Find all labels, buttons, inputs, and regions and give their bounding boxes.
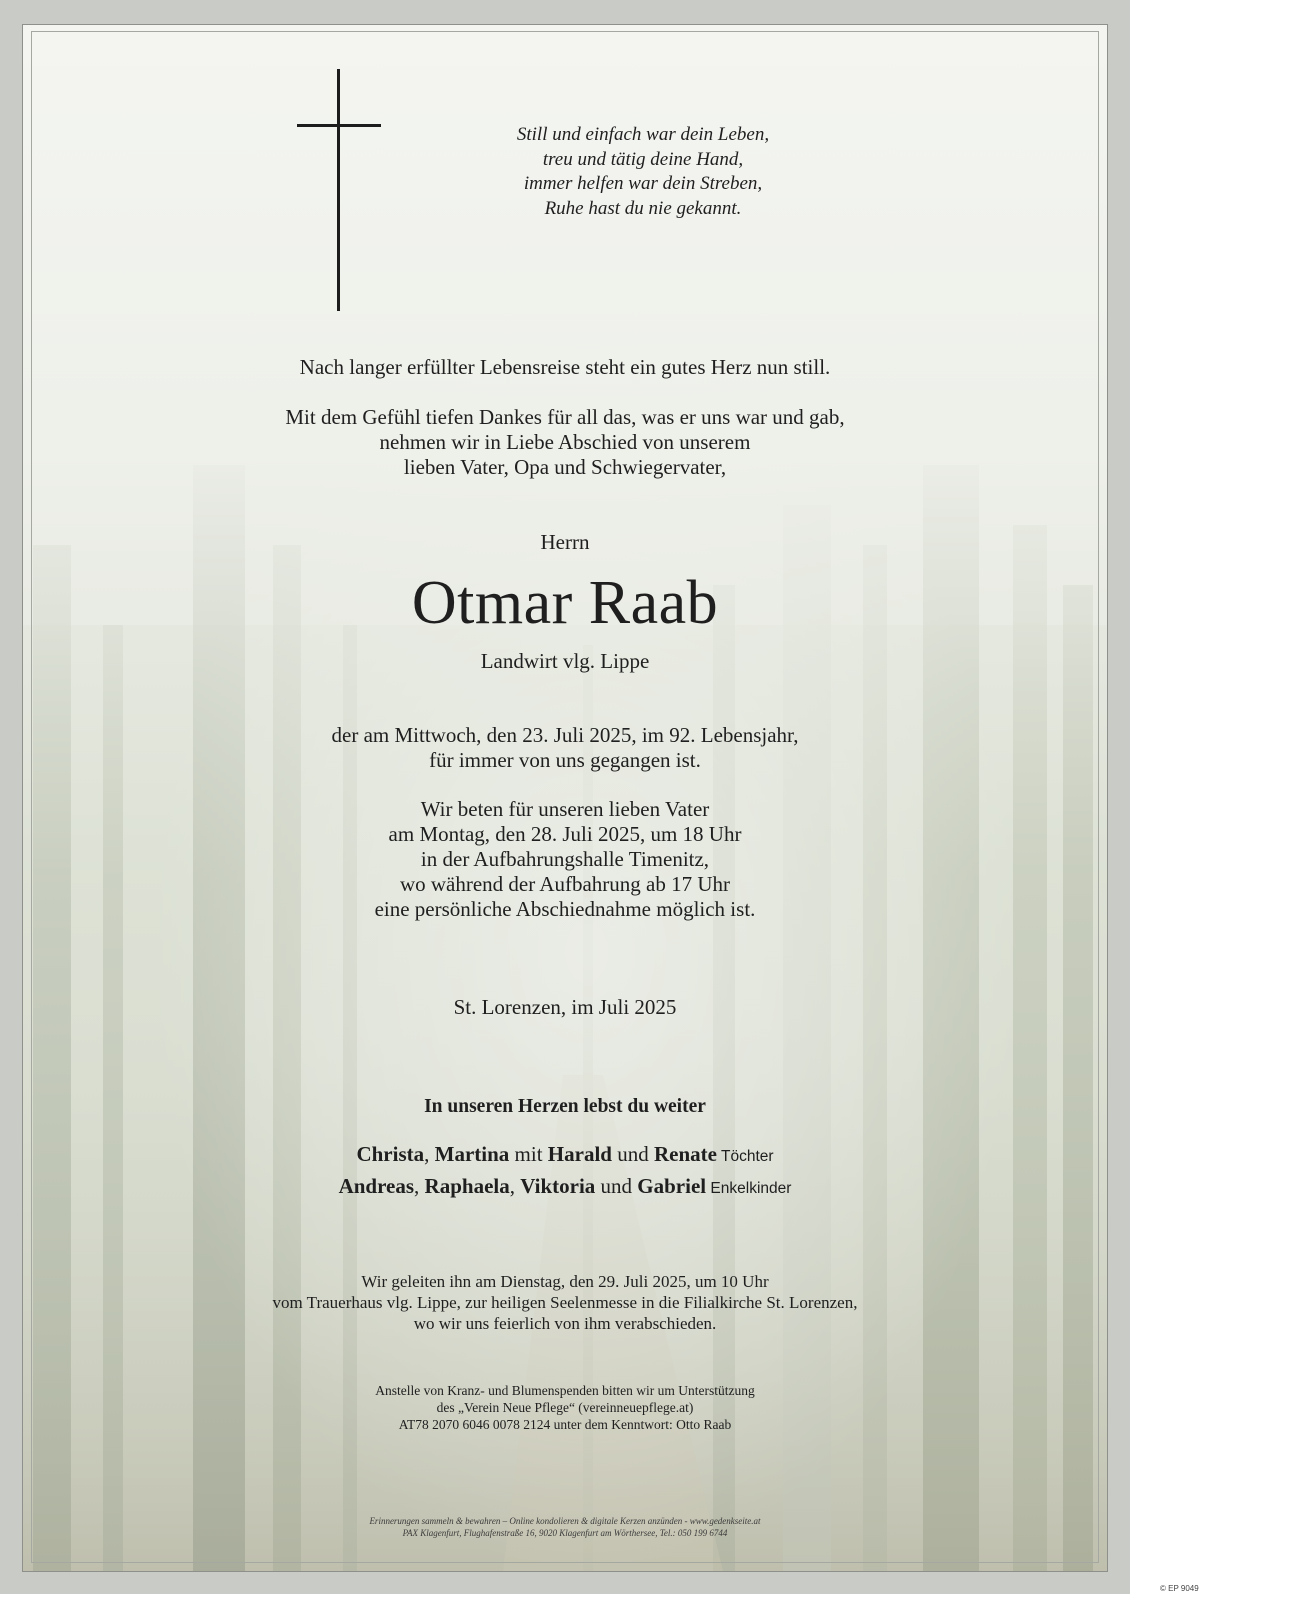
poem: [493, 123, 793, 221]
death-line: für immer von uns gegangen ist.: [429, 748, 701, 772]
family-role: Enkelkinder: [706, 1180, 792, 1197]
family-separator: mit: [509, 1142, 548, 1166]
thanks-line: lieben Vater, Opa und Schwiegervater,: [403, 455, 727, 479]
heart-line: In unseren Herzen lebst du weiter: [424, 1096, 706, 1117]
occupation: Landwirt vlg. Lippe: [480, 649, 650, 673]
prayer-line: eine persönliche Abschiednahme möglich ist.: [374, 897, 756, 921]
family-separator: und: [611, 1142, 654, 1166]
poem-line: Ruhe hast du nie gekannt.: [544, 197, 742, 219]
footer-imprint: [23, 1515, 1107, 1539]
donation-line: AT78 2070 6046 0078 2124 unter dem Kenntwort: Otto Raab: [398, 1417, 732, 1432]
footer-line: PAX Klagenfurt, Flughafenstraße 16, 9020 Klagenfurt am Wörthersee, Tel.: 050 199 6744: [402, 1528, 728, 1538]
family-role: Töchter: [716, 1148, 774, 1165]
family-name: Christa: [356, 1142, 425, 1166]
intro-text: Nach langer erfüllter Lebensreise steht ein gutes Herz nun still.: [299, 355, 831, 379]
prayer-line: am Montag, den 28. Juli 2025, um 18 Uhr: [388, 822, 742, 846]
prayer-line: wo während der Aufbahrung ab 17 Uhr: [399, 872, 731, 896]
poem-line: immer helfen war dein Streben,: [523, 173, 763, 194]
death-notice: [23, 723, 1107, 773]
family-separator: und: [595, 1174, 638, 1198]
family-name: Raphaela: [424, 1174, 510, 1198]
poem-line: treu und tätig deine Hand,: [542, 148, 744, 170]
thanks-line: nehmen wir in Liebe Abschied von unserem: [379, 430, 751, 454]
footer-line: Erinnerungen sammeln & bewahren – Online kondolieren & digitale Kerzen anzünden - www.gedenkseite.at: [369, 1516, 761, 1526]
obituary-card: [22, 24, 1108, 1572]
deceased-name: Otmar Raab: [411, 569, 719, 637]
obituary-content: [23, 25, 1107, 1571]
place-date: St. Lorenzen, im Juli 2025: [453, 995, 677, 1019]
funeral-line: Wir geleiten ihn am Dienstag, den 29. Juli 2025, um 10 Uhr: [361, 1272, 769, 1291]
donation-notice: [23, 1382, 1107, 1433]
poem-line: Still und einfach war dein Leben,: [516, 124, 770, 145]
family-name: Renate: [653, 1142, 717, 1166]
family-separator: ,: [509, 1174, 521, 1198]
cross-icon: [337, 69, 340, 311]
family-daughters: [23, 1142, 1107, 1169]
prayer-notice: [23, 797, 1107, 922]
funeral-notice: [23, 1271, 1107, 1334]
death-line: der am Mittwoch, den 23. Juli 2025, im 92. Lebensjahr,: [331, 723, 799, 747]
family-name: Viktoria: [520, 1174, 596, 1198]
prayer-line: in der Aufbahrungshalle Timenitz,: [420, 847, 710, 871]
family-name: Harald: [547, 1142, 612, 1166]
family-name: Andreas: [338, 1174, 415, 1198]
family-separator: ,: [424, 1142, 435, 1166]
prayer-line: Wir beten für unseren lieben Vater: [420, 797, 710, 821]
donation-line: Anstelle von Kranz- und Blumenspenden bitten wir um Unterstützung: [375, 1383, 755, 1398]
family-separator: ,: [414, 1174, 425, 1198]
family-grandchildren: [23, 1174, 1107, 1201]
family-name: Gabriel: [637, 1174, 707, 1198]
cross-icon-bar: [297, 124, 381, 127]
donation-line: des „Verein Neue Pflege“ (vereinneuepflege.at): [436, 1400, 694, 1415]
thanks-text: [23, 405, 1107, 480]
funeral-line: wo wir uns feierlich von ihm verabschieden.: [413, 1314, 717, 1333]
salutation: Herrn: [540, 530, 590, 554]
thanks-line: Mit dem Gefühl tiefen Dankes für all das, was er uns war und gab,: [285, 405, 845, 429]
print-code: © EP 9049: [1160, 1584, 1199, 1593]
family-name: Martina: [434, 1142, 510, 1166]
funeral-line: vom Trauerhaus vlg. Lippe, zur heiligen Seelenmesse in die Filialkirche St. Lorenzen,: [272, 1293, 858, 1312]
